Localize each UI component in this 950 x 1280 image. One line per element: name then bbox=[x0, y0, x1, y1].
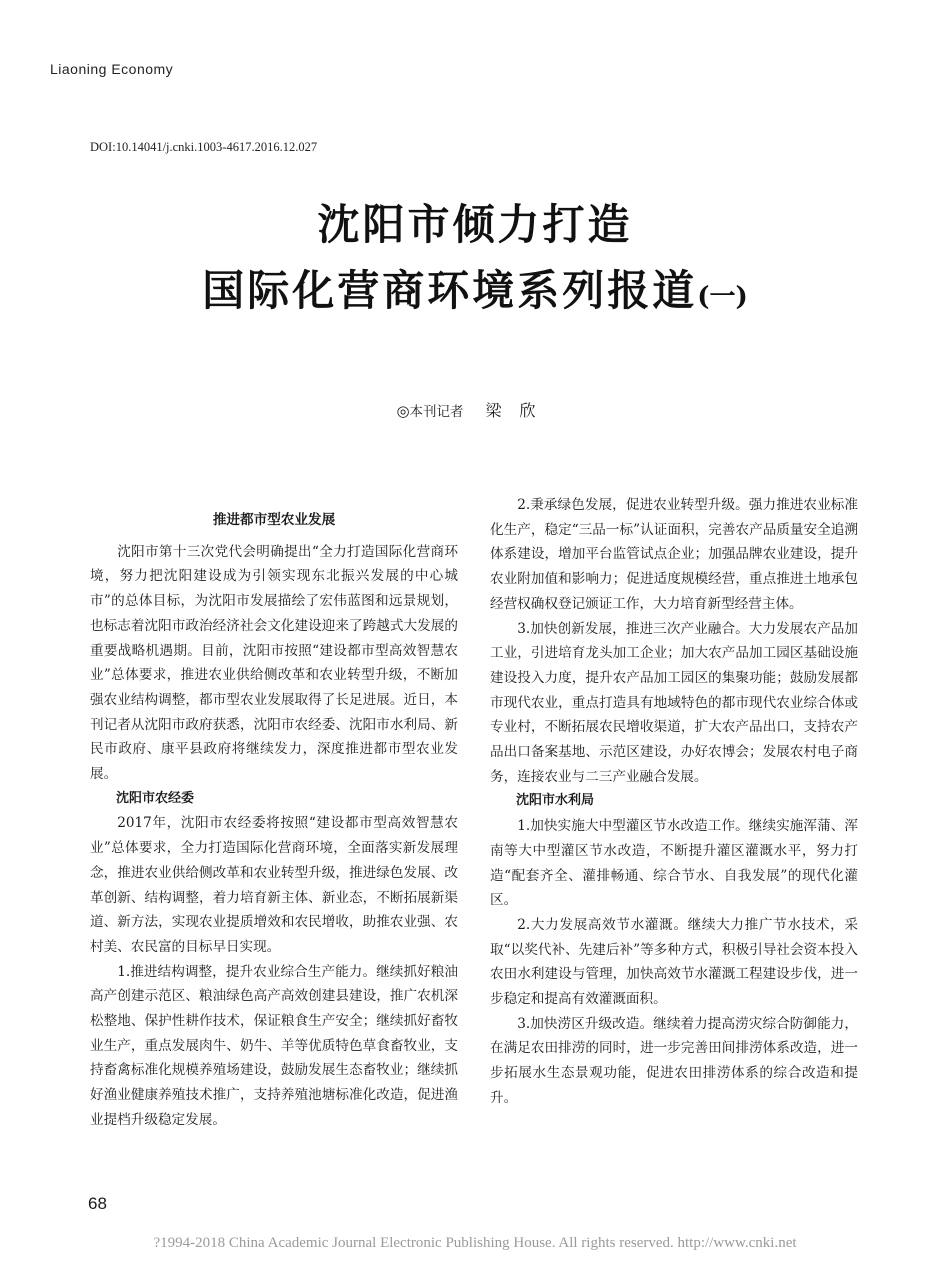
article-title-main: 国际化营商环境系列报道 bbox=[202, 266, 698, 315]
page-number: 68 bbox=[88, 1194, 107, 1213]
paragraph: 1.加快实施大中型灌区节水改造工作。继续实施浑蒲、浑南等大中型灌区节水改造，不断提升灌区灌溉水平，努力打造“配套齐全、灌排畅通、综合节水、自我发展”的现代化灌区。 bbox=[490, 818, 858, 909]
article-title-line1: 沈阳市倾力打造 bbox=[317, 200, 633, 249]
byline bbox=[0, 398, 950, 421]
byline-role: 本刊记者 bbox=[409, 404, 464, 420]
journal-name: Liaoning Economy bbox=[50, 61, 174, 77]
right-column bbox=[490, 493, 858, 1111]
article-title-suffix: (一) bbox=[697, 282, 748, 312]
paragraph: 3.加快涝区升级改造。继续着力提高涝灾综合防御能力，在满足农田排涝的同时，进一步完善田间排涝体系改造，进一步拓展水生态景观功能，促进农田排涝体系的综合改造和提升。 bbox=[490, 1015, 858, 1106]
doi: DOI:10.14041/j.cnki.1003-4617.2016.12.027 bbox=[90, 140, 318, 154]
section-title: 推进都市型农业发展 bbox=[212, 512, 336, 528]
article-title-line2 bbox=[0, 258, 950, 318]
copyright-footer: ?1994-2018 China Academic Journal Electronic Publishing House. All rights reserved. http://www.cnki.net bbox=[153, 1235, 797, 1251]
paragraph: 2.秉承绿色发展，促进农业转型升级。强力推进农业标准化生产，稳定“三品一标”认证面积，完善农产品质量安全追溯体系建设，增加平台监管试点企业；加强品牌农业建设，提升农业附加值和影响力；促进适度规模经营，重点推进土地承包经营权确权登记颁证工作，大力培育新型经营主体。 bbox=[490, 497, 858, 612]
paragraph: 2017年，沈阳市农经委将按照“建设都市型高效智慧农业”总体要求，全力打造国际化营商环境，全面落实新发展理念，推进农业供给侧改革和农业转型升级，推进绿色发展、改革创新、结构调整，着力培育新主体、新业态，不断拓展新渠道、新方法，实现农业提质增效和农民增收，助推农业强、农村美、农民富的目标早日实现。 bbox=[90, 815, 458, 955]
subheading-nongjingwei: 沈阳市农经委 bbox=[116, 790, 195, 806]
byline-author: 梁欣 bbox=[485, 401, 554, 420]
intro-paragraph: 沈阳市第十三次党代会明确提出“全力打造国际化营商环境，努力把沈阳建设成为引领实现东北振兴发展的中心城市”的总体目标，为沈阳市发展描绘了宏伟蓝图和远景规划，也标志着沈阳市政治经济社会文化建设迎来了跨越式大发展的重要战略机遇期。目前，沈阳市按照“建设都市型高效智慧农业”总体要求，推进农业供给侧改革和农业转型升级，不断加强农业结构调整，都市型农业发展取得了长足进展。近日，本刊记者从沈阳市政府获悉，沈阳市农经委、沈阳市水利局、新民市政府、康平县政府将继续发力，深度推进都市型农业发展。 bbox=[90, 543, 458, 783]
paragraph: 3.加快创新发展，推进三次产业融合。大力发展农产品加工业，引进培育龙头加工企业；加大农产品加工园区基础设施建设投入力度，提升农产品加工园区的集聚功能；鼓励发展都市现代农业，重点打造具有地域特色的都市现代农业综合体或专业村，不断拓展农民增收渠道，扩大农产品出口，支持农产品出口备案基地、示范区建设，办好农博会；发展农村电子商务，连接农业与二三产业融合发展。 bbox=[490, 620, 858, 785]
subheading-shuiliju: 沈阳市水利局 bbox=[516, 793, 595, 809]
paragraph: 2.大力发展高效节水灌溉。继续大力推广节水技术，采取“以奖代补、先建后补”等多种方式，积极引导社会资本投入农田水利建设与管理，加快高效节水灌溉工程建设步伐，进一步稳定和提高有效灌溉面积。 bbox=[490, 916, 858, 1008]
paragraph: 1.推进结构调整，提升农业综合生产能力。继续抓好粮油高产创建示范区、粮油绿色高产高效创建县建设，推广农机深松整地、保护性耕作技术，保证粮食生产安全；继续抓好畜牧业生产，重点发展肉牛、奶牛、羊等优质特色草食畜牧业，支持畜禽标准化规模养殖场建设，鼓励发展生态畜牧业；继续抓好渔业健康养殖技术推广，支持养殖池塘标准化改造，促进渔业提档升级稳定发展。 bbox=[90, 963, 458, 1128]
byline-mark: ◎ bbox=[396, 402, 410, 420]
left-column bbox=[90, 493, 458, 1133]
